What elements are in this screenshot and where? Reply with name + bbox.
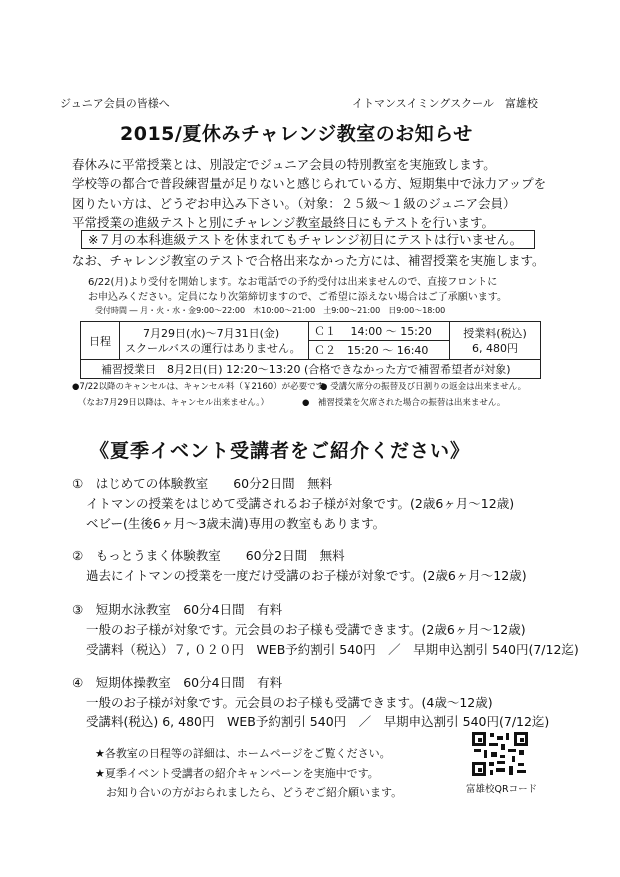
school-name: イトマンスイミングスクール 富雄校 [352,97,538,110]
footer-line: ★各教室の日程等の詳細は、ホームページをご覧ください。 [95,747,391,760]
event-heading: ④ 短期体操教室 60分4日間 有料 [72,675,283,690]
audience-label: ジュニア会員の皆様へ [60,97,170,110]
page-title: 2015/夏休みチャレンジ教室のお知らせ [120,123,473,145]
makeup-note: ● 補習授業を欠席された場合の振替は出来ません。 [302,398,506,408]
event-line: ベビー(生後6ヶ月～3歳未満)専用の教室もあります。 [86,516,386,531]
qr-module [512,756,515,762]
qr-label: 富雄校QRコード [466,784,538,795]
makeup-day: 補習授業日 8月2日(日) 12:20～13:20 (合格できなかった方で補習希望者が対象) [81,360,541,379]
qr-module [519,750,524,755]
qr-finder [514,732,528,746]
schedule-label: 日程 [81,322,120,360]
fee-value: 6, 480円 [472,341,518,355]
fee-label: 授業料(税込) [463,326,527,340]
qr-module [490,770,493,775]
event-line: 一般のお子様が対象です。元会員のお子様も受講できます。(2歳6ヶ月～12歳) [86,622,526,637]
intro-line: 春休みに平常授業とは、別設定でジュニア会員の特別教室を実施致します。 [72,157,496,172]
intro-line: 学校等の都合で普段練習量が足りないと感じられている方、短期集中で泳力アップを [72,176,547,191]
intro-line: 図りたい方は、どうぞお申込み下さい。（対象：２５級～１級のジュニア会員） [72,196,516,211]
event-line: 一般のお子様が対象です。元会員のお子様も受講できます。(4歳～12歳) [86,695,493,710]
qr-module [489,762,494,766]
qr-module [497,736,503,740]
event-line: 過去にイトマンの授業を一度だけ受講のお子様が対象です。(2歳6ヶ月～12歳) [86,568,527,583]
qr-module [518,763,524,766]
event-line: 受講料(税込) 6, 480円 WEB予約割引 540円 ／ 早期申込割引 540円(7/12迄) [86,714,550,729]
reception-hours: 受付時間 ― 月・火・水・金9:00～22:00 木10:00～21:00 土9:00～21:00 日9:00～18:00 [95,306,446,315]
event-title: 《夏季イベント受講者をご紹介ください》 [90,440,471,462]
qr-module [509,766,513,775]
cancel-note-2: （なお7月29日以降は、キャンセル出来ません。） [78,398,269,408]
schedule-table [80,321,541,379]
remedial-note: なお、チャレンジ教室のテストで合格出来なかった方には、補習授業を実施します。 [72,253,545,268]
qr-module [497,761,505,764]
qr-module [491,752,497,757]
event-line: 受講料（税込）７, ０２０円 WEB予約割引 540円 ／ 早期申込割引 540円(7/12迄) [86,642,579,657]
schedule-bus: スクールバスの運行はありません。 [125,341,301,355]
fee-cell [450,322,541,360]
qr-module [484,750,487,758]
footer-line: お知り合いの方がおられましたら、どうぞご紹介願います。 [95,786,403,799]
boxed-notice: ※７月の本科進級テストを休まれてもチャレンジ初日にテストは行いません。 [81,230,535,249]
qr-module [474,749,481,752]
event-heading: ③ 短期水泳教室 60分4日間 有料 [72,602,283,617]
event-heading: ② もっとうまく体験教室 60分2日間 無料 [72,548,345,563]
transfer-note: ● 受講欠席分の振替及び日割りの返金は出来ません。 [320,382,527,392]
event-heading: ① はじめての体験教室 60分2日間 無料 [72,476,333,491]
reception-line: お申込みください。定員になり次第締切ますので、ご希望に添えない場合はご了承願います。 [88,292,507,303]
cancel-note: ●7/22以降のキャンセルは、キャンセル料（￥2160）が必要です。 [72,382,332,392]
schedule-dates: 7月29日(水)～7月31日(金) [143,326,280,340]
qr-module [508,749,516,752]
intro-line: 平常授業の進級テストと別にチャレンジ教室最終日にもテストを行います。 [72,215,495,230]
qr-module [496,768,505,772]
event-line: イトマンの授業をはじめて受講されるお子様が対象です。(2歳6ヶ月～12歳) [86,496,515,511]
footer-line: ★夏季イベント受講者の紹介キャンペーンを実施中です。 [95,767,379,780]
reception-line: 6/22(月)より受付を開始します。なお電話での予約受付は出来ませんので、直接フロントに [88,277,498,288]
qr-finder [472,762,486,776]
qr-code-icon [470,730,530,778]
class-c2: Ｃ２ 15:20 ～ 16:40 [309,341,450,360]
qr-module [490,733,494,737]
qr-module [489,743,498,746]
qr-module [506,733,509,740]
class-c1: Ｃ１ 14:00 ～ 15:20 [309,322,450,341]
qr-finder [472,732,486,746]
qr-module [500,755,505,758]
qr-module [517,770,526,773]
schedule-dates-cell [120,322,309,360]
qr-module [501,744,505,750]
